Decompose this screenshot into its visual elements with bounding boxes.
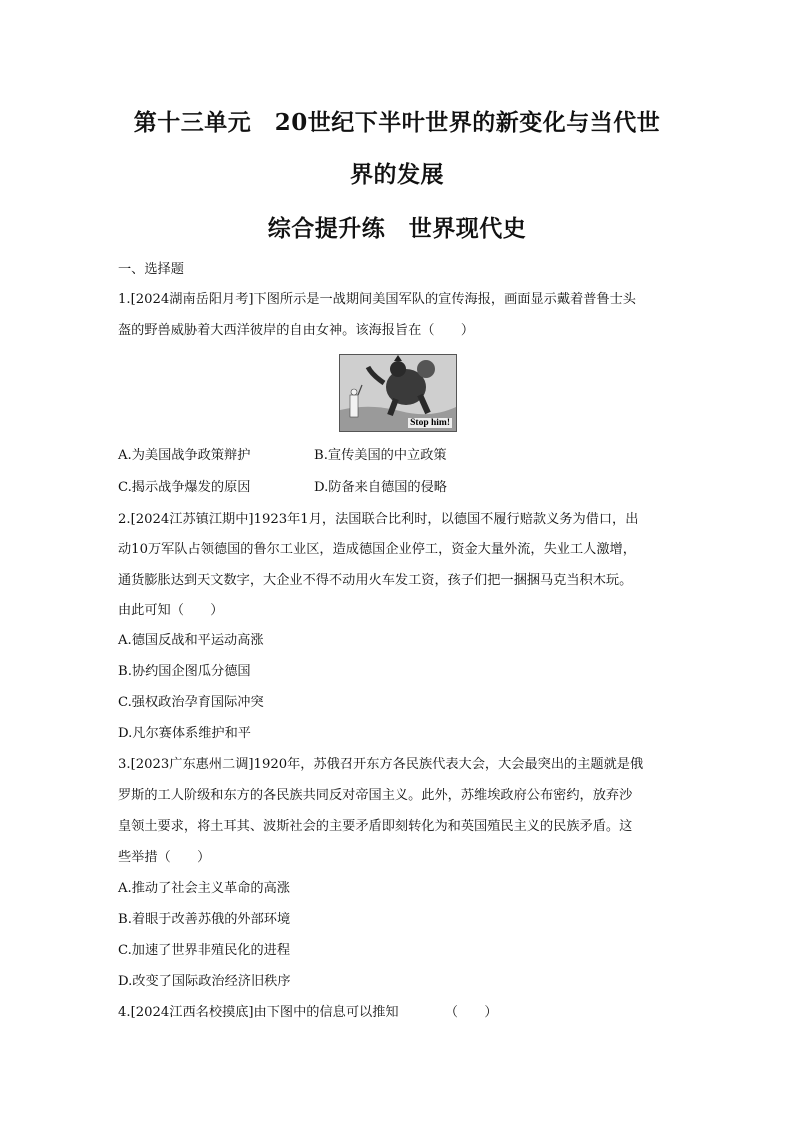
question-3-option-a: A.推动了社会主义革命的高涨 xyxy=(118,881,290,896)
question-3-option-c: C.加速了世界非殖民化的进程 xyxy=(118,943,291,958)
question-1-option-d: D.防备来自德国的侵略 xyxy=(314,480,447,495)
question-1-line-2: 盔的野兽威胁着大西洋彼岸的自由女神。该海报旨在（ ） xyxy=(118,323,475,338)
question-2-line-1: 2.[2024江苏镇江期中]1923年1月，法国联合比利时，以德国不履行赔款义务为借口，出 xyxy=(118,512,639,527)
question-2-option-d: D.凡尔赛体系维护和平 xyxy=(118,726,251,741)
question-2-line-3: 通货膨胀达到天文数字，大企业不得不动用火车发工资，孩子们把一捆捆马克当积木玩。 xyxy=(118,573,633,588)
question-2-option-c: C.强权政治孕育国际冲突 xyxy=(118,695,264,710)
question-3-line-4: 些举措（ ） xyxy=(118,850,211,865)
question-4-line-1: 4.[2024江西名校摸底]由下图中的信息可以推知 （ ） xyxy=(118,1005,498,1020)
section-heading: 一、选择题 xyxy=(118,262,184,277)
question-1-option-a: A.为美国战争政策辩护 xyxy=(118,448,251,463)
question-3-option-d: D.改变了国际政治经济旧秩序 xyxy=(118,974,291,989)
page-title-line-2: 界的发展 xyxy=(350,161,444,188)
question-1-option-c: C.揭示战争爆发的原因 xyxy=(118,480,251,495)
propaganda-poster-image xyxy=(339,354,457,432)
question-1-option-b: B.宣传美国的中立政策 xyxy=(314,448,447,463)
question-2-line-4: 由此可知（ ） xyxy=(118,603,224,618)
question-2-option-b: B.协约国企图瓜分德国 xyxy=(118,664,251,679)
question-3-line-3: 皇领土要求，将土耳其、波斯社会的主要矛盾即刻转化为和英国殖民主义的民族矛盾。这 xyxy=(118,819,633,834)
question-2-line-2: 动10万军队占领德国的鲁尔工业区，造成德国企业停工，资金大量外流，失业工人激增， xyxy=(118,542,636,557)
question-1-line-1: 1.[2024湖南岳阳月考]下图所示是一战期间美国军队的宣传海报，画面显示戴着普鲁士头 xyxy=(118,292,636,307)
question-2-option-a: A.德国反战和平运动高涨 xyxy=(118,633,264,648)
poster-caption: Stop him! xyxy=(410,418,450,428)
question-3-option-b: B.着眼于改善苏俄的外部环境 xyxy=(118,912,291,927)
page-title-line-1: 第十三单元 20世纪下半叶世界的新变化与当代世 xyxy=(133,109,661,136)
page-subtitle: 综合提升练 世界现代史 xyxy=(267,215,527,242)
question-3-line-2: 罗斯的工人阶级和东方的各民族共同反对帝国主义。此外，苏维埃政府公布密约，放弃沙 xyxy=(118,788,633,803)
question-3-line-1: 3.[2023广东惠州二调]1920年，苏俄召开东方各民族代表大会，大会最突出的主题就是俄 xyxy=(118,757,644,772)
